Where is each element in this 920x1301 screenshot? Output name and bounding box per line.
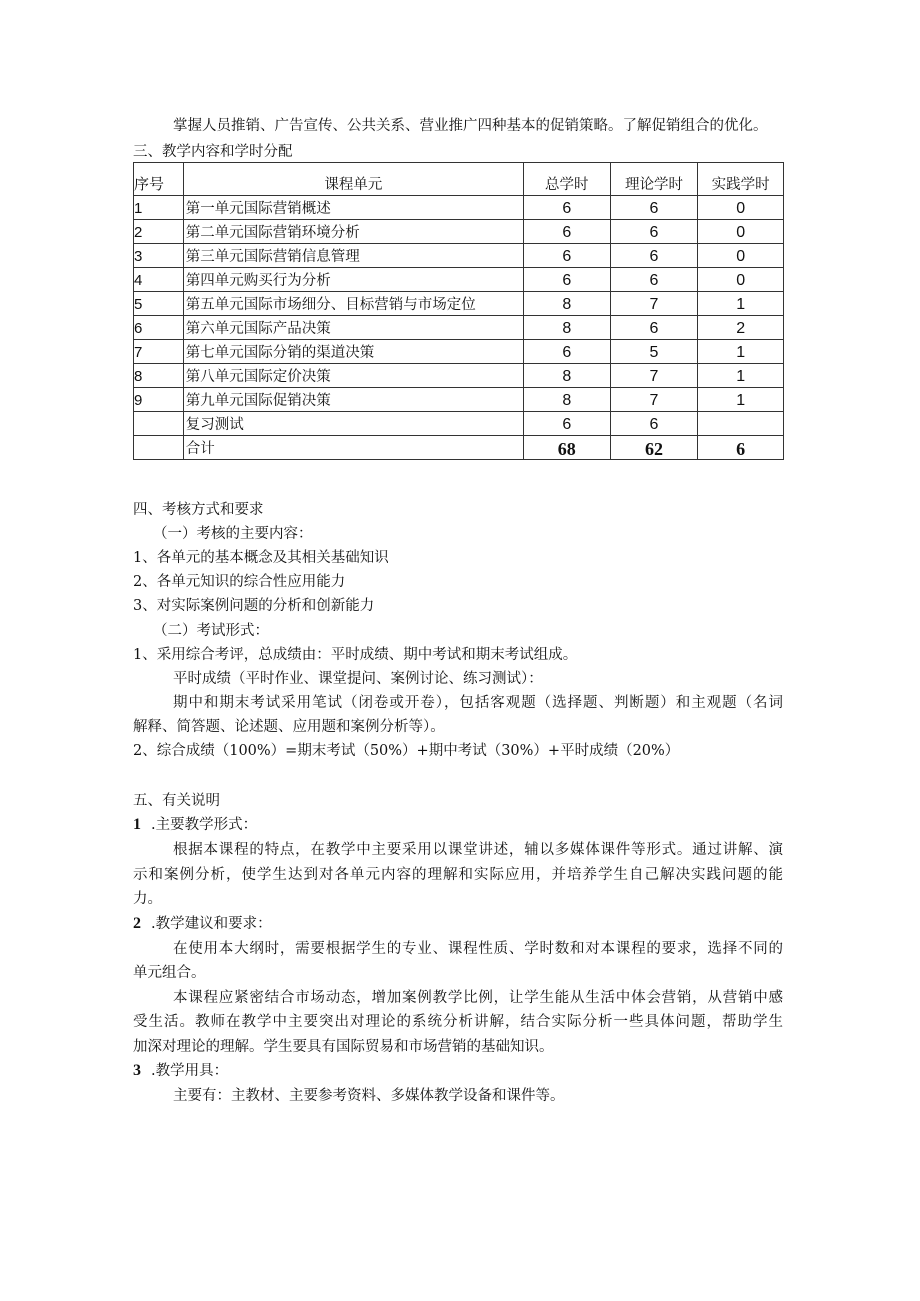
cell-total-hours: 6 bbox=[523, 196, 610, 220]
section3-title: 三、教学内容和学时分配 bbox=[133, 144, 293, 160]
table-row bbox=[134, 316, 784, 340]
cell-unit: 合计 bbox=[183, 436, 523, 460]
subsection-heading bbox=[133, 815, 257, 835]
section4-sub2: （二）考试形式： bbox=[153, 623, 269, 639]
table-row bbox=[134, 268, 784, 292]
cell-unit: 第七单元国际分销的渠道决策 bbox=[183, 340, 523, 364]
cell-index: 6 bbox=[134, 316, 184, 340]
paragraph-line: 根据本课程的特点，在教学中主要采用以课堂讲述，辅以多媒体课件等形式。通过讲解、演 bbox=[173, 842, 783, 858]
assessment-item: 2、各单元知识的综合性应用能力 bbox=[133, 574, 346, 590]
exam-form-2: 2、综合成绩（100%）=期末考试（50%）+期中考试（30%）+平时成绩（20%） bbox=[133, 743, 680, 759]
cell-index: 7 bbox=[134, 340, 184, 364]
assessment-item: 1、各单元的基本概念及其相关基础知识 bbox=[133, 550, 389, 566]
table-row bbox=[134, 436, 784, 460]
cell-unit: 第八单元国际定价决策 bbox=[183, 364, 523, 388]
cell-practice-hours: 1 bbox=[698, 292, 784, 316]
cell-theory-hours: 7 bbox=[610, 292, 698, 316]
subsection-number: 2 bbox=[133, 914, 141, 932]
subsection-title: .主要教学形式： bbox=[151, 817, 258, 833]
cell-total-hours: 6 bbox=[523, 268, 610, 292]
subsection-title: .教学用具： bbox=[151, 1063, 229, 1079]
cell-practice-hours: 0 bbox=[698, 268, 784, 292]
cell-practice-hours: 1 bbox=[698, 340, 784, 364]
cell-unit: 第一单元国际营销概述 bbox=[183, 196, 523, 220]
cell-unit: 第二单元国际营销环境分析 bbox=[183, 220, 523, 244]
section4-title: 四、考核方式和要求 bbox=[133, 502, 264, 518]
table-row bbox=[134, 412, 784, 436]
subsection-number: 3 bbox=[133, 1062, 141, 1079]
cell-theory-hours: 6 bbox=[610, 220, 698, 244]
cell-total-hours: 8 bbox=[523, 316, 610, 340]
cell-index: 9 bbox=[134, 388, 184, 412]
cell-index: 1 bbox=[134, 196, 184, 220]
cell-theory-hours: 7 bbox=[610, 388, 698, 412]
cell-practice-hours: 2 bbox=[698, 316, 784, 340]
table-row bbox=[134, 220, 784, 244]
cell-practice-hours: 0 bbox=[698, 220, 784, 244]
cell-index bbox=[134, 412, 184, 436]
cell-theory-hours: 7 bbox=[610, 364, 698, 388]
schedule-table bbox=[133, 162, 784, 460]
cell-theory-hours: 6 bbox=[610, 196, 698, 220]
cell-unit: 课程单元 bbox=[183, 163, 523, 196]
cell-total-hours: 6 bbox=[523, 244, 610, 268]
paragraph-line: 示和案例分析，使学生达到对各单元内容的理解和实际应用，并培养学生自己解决实践问题的能 bbox=[133, 866, 783, 883]
cell-total-hours: 6 bbox=[523, 412, 610, 436]
cell-total-hours: 8 bbox=[523, 388, 610, 412]
cell-unit: 第三单元国际营销信息管理 bbox=[183, 244, 523, 268]
cell-index: 5 bbox=[134, 292, 184, 316]
table-row bbox=[134, 340, 784, 364]
cell-index: 3 bbox=[134, 244, 184, 268]
cell-total-hours: 68 bbox=[523, 436, 610, 460]
cell-unit: 第九单元国际促销决策 bbox=[183, 388, 523, 412]
cell-theory-hours: 6 bbox=[610, 244, 698, 268]
cell-total-hours: 总学时 bbox=[523, 163, 610, 196]
cell-total-hours: 6 bbox=[523, 340, 610, 364]
paragraph-line: 力。 bbox=[133, 891, 162, 907]
cell-index: 2 bbox=[134, 220, 184, 244]
intro-line: 掌握人员推销、广告宣传、公共关系、营业推广四种基本的促销策略。了解促销组合的优化。 bbox=[173, 118, 768, 134]
cell-practice-hours: 1 bbox=[698, 364, 784, 388]
subsection-heading bbox=[133, 914, 272, 934]
section5-title: 五、有关说明 bbox=[133, 793, 220, 809]
cell-theory-hours: 62 bbox=[610, 436, 698, 460]
section4-sub1: （一）考核的主要内容： bbox=[153, 526, 313, 542]
cell-unit: 第四单元购买行为分析 bbox=[183, 268, 523, 292]
cell-index bbox=[134, 436, 184, 460]
paragraph-line: 受生活。教师在教学中主要突出对理论的系统分析讲解，结合实际分析一些具体问题，帮助学生 bbox=[133, 1014, 783, 1030]
cell-index: 4 bbox=[134, 268, 184, 292]
table-row bbox=[134, 196, 784, 220]
exam-line: 解释、简答题、论述题、应用题和案例分析等）。 bbox=[133, 719, 445, 735]
cell-practice-hours: 0 bbox=[698, 244, 784, 268]
cell-practice-hours: 0 bbox=[698, 196, 784, 220]
cell-theory-hours: 6 bbox=[610, 316, 698, 340]
cell-unit: 复习测试 bbox=[183, 412, 523, 436]
paragraph-line: 本课程应紧密结合市场动态，增加案例教学比例，让学生能从生活中体会营销，从营销中感 bbox=[173, 989, 783, 1006]
cell-index: 8 bbox=[134, 364, 184, 388]
exam-line: 期中和期末考试采用笔试（闭卷或开卷），包括客观题（选择题、判断题）和主观题（名词 bbox=[173, 695, 783, 711]
table-row bbox=[134, 292, 784, 316]
paragraph-line: 加深对理论的理解。学生要具有国际贸易和市场营销的基础知识。 bbox=[133, 1038, 554, 1055]
cell-theory-hours: 5 bbox=[610, 340, 698, 364]
table-row bbox=[134, 388, 784, 412]
cell-practice-hours: 6 bbox=[698, 436, 784, 460]
paragraph-line: 单元组合。 bbox=[133, 965, 206, 981]
assessment-item: 3、对实际案例问题的分析和创新能力 bbox=[133, 598, 375, 614]
table-row bbox=[134, 244, 784, 268]
subsection-title: .教学建议和要求： bbox=[151, 915, 272, 932]
cell-practice-hours bbox=[698, 412, 784, 436]
table-row bbox=[134, 163, 784, 196]
cell-theory-hours: 6 bbox=[610, 412, 698, 436]
cell-index: 序号 bbox=[134, 163, 184, 196]
cell-theory-hours: 理论学时 bbox=[610, 163, 698, 196]
cell-unit: 第六单元国际产品决策 bbox=[183, 316, 523, 340]
paragraph-line: 主要有：主教材、主要参考资料、多媒体教学设备和课件等。 bbox=[173, 1088, 565, 1104]
usual-grade: 平时成绩（平时作业、课堂提问、案例讨论、练习测试）： bbox=[173, 671, 543, 687]
subsection-heading bbox=[133, 1061, 228, 1081]
cell-total-hours: 8 bbox=[523, 292, 610, 316]
table-row bbox=[134, 364, 784, 388]
cell-practice-hours: 实践学时 bbox=[698, 163, 784, 196]
cell-practice-hours: 1 bbox=[698, 388, 784, 412]
paragraph-line: 在使用本大纲时，需要根据学生的专业、课程性质、学时数和对本课程的要求，选择不同的 bbox=[173, 940, 783, 957]
cell-unit: 第五单元国际市场细分、目标营销与市场定位 bbox=[183, 292, 523, 316]
cell-theory-hours: 6 bbox=[610, 268, 698, 292]
cell-total-hours: 8 bbox=[523, 364, 610, 388]
exam-form-1: 1、采用综合考评，总成绩由：平时成绩、期中考试和期末考试组成。 bbox=[133, 647, 578, 663]
subsection-number: 1 bbox=[133, 816, 141, 833]
cell-total-hours: 6 bbox=[523, 220, 610, 244]
